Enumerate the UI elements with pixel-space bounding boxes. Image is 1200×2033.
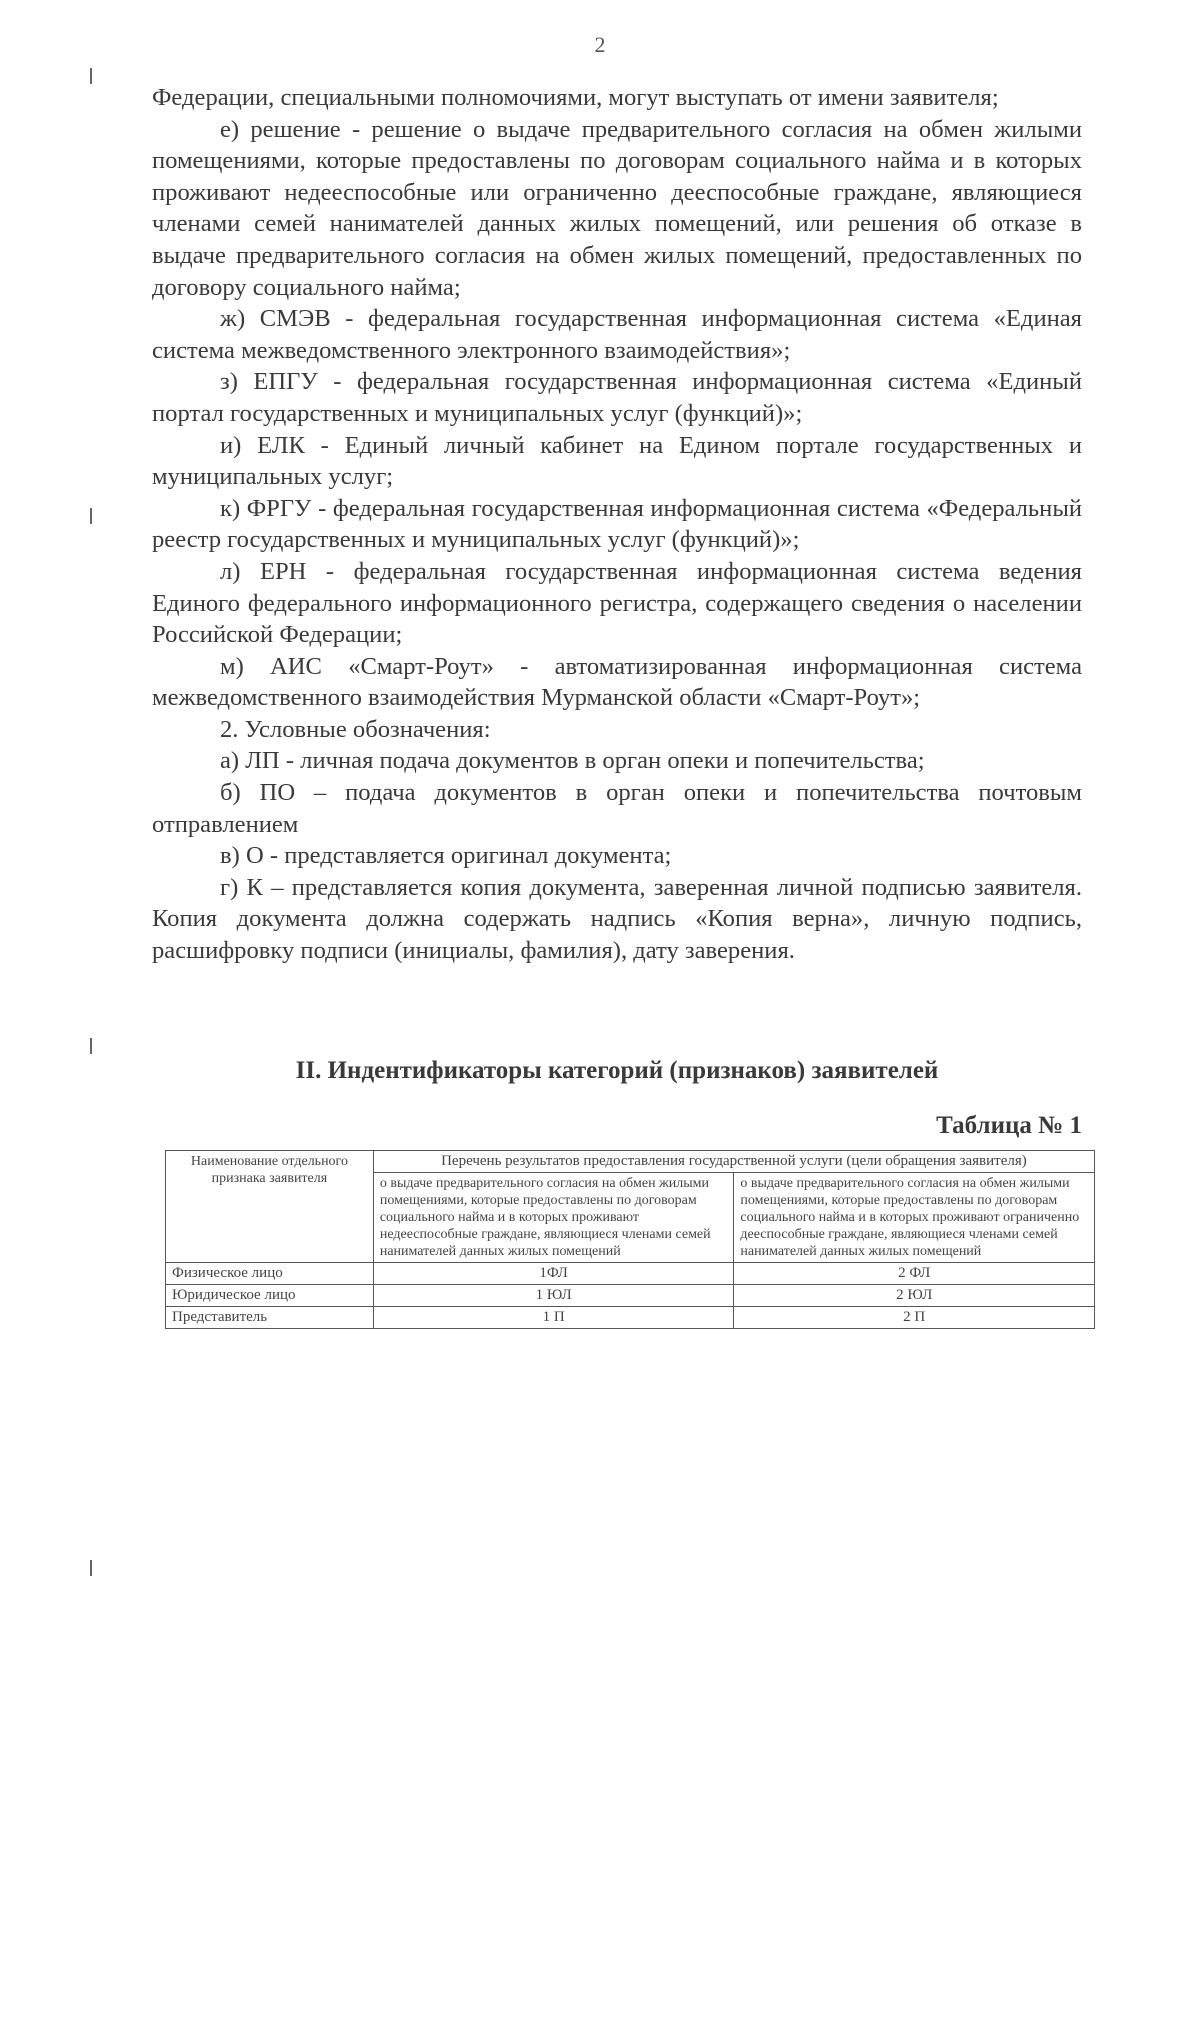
table-caption: Таблица № 1 [936,1112,1082,1139]
code-cell: 2 ФЛ [734,1263,1095,1285]
paragraph: а) ЛП - личная подача документов в орган опеки и попечительства; [220,747,925,775]
paragraph: 2. Условные обозначения: [220,715,491,743]
row-label: Представитель [166,1307,374,1329]
row-label: Юридическое лицо [166,1285,374,1307]
table-row [166,1285,1095,1307]
margin-mark [90,68,92,84]
paragraph: б) ПО – подача документов в орган опеки и попечительства почтовым отправлением [152,779,1082,838]
paragraph: Федерации, специальными полномочиями, могут выступать от имени заявителя; [152,84,999,111]
result-header-1: о выдаче предварительного согласия на обмен жилыми помещениями, которые предоставлены по договорам социального найма и в которых проживают недееспособные граждане, являющиеся членами семей нанимателей данных жилых помещений [373,1173,734,1263]
code-cell: 2 ЮЛ [734,1285,1095,1307]
paragraph: к) ФРГУ - федеральная государственная информационная система «Федеральный реестр государственных и муниципальных услуг (функций)»; [152,494,1082,554]
margin-mark [90,1560,92,1576]
margin-mark [90,508,92,524]
code-cell: 1ФЛ [373,1263,734,1285]
code-cell: 1 ЮЛ [373,1285,734,1307]
paragraph: м) АИС «Смарт-Роут» - автоматизированная информационная система межведомственного взаимодействия Мурманской области «Смарт-Роут»; [152,652,1082,712]
table-header-row [166,1151,1095,1173]
code-cell: 1 П [373,1307,734,1329]
col-name-header: Наименование отдельного признака заявителя [166,1151,374,1263]
section-heading: II. Индентификаторы категорий (признаков) заявителей [295,1057,939,1084]
paragraph: ж) СМЭВ - федеральная государственная информационная система «Единая система межведомственного электронного взаимодействия»; [152,305,1082,364]
result-header-2: о выдаче предварительного согласия на обмен жилыми помещениями, которые предоставлены по договорам социального найма и в которых проживают ограниченно дееспособные граждане, являющиеся членами семей нанимателей данных жилых помещений [734,1173,1095,1263]
paragraph: з) ЕПГУ - федеральная государственная информационная система «Единый портал государственных и муниципальных услуг (функций)»; [152,368,1082,427]
paragraph: в) О - представляется оригинал документа; [220,842,672,870]
paragraph: е) решение - решение о выдаче предварительного согласия на обмен жилыми помещениями, которые предоставлены по договорам социального найма и в которых проживают недееспособные или ограниченно дееспособные граждане, являющиеся членами семей нанимателей данных жилых помещений, или решения об отказе в выдаче предварительного согласия на обмен жилых помещений, предоставленных по договору социального найма; [152,115,1082,301]
body-text [152,82,1082,967]
code-cell: 2 П [734,1307,1095,1329]
margin-mark [90,1038,92,1054]
paragraph: г) К – представляется копия документа, заверенная личной подписью заявителя. Копия документа должна содержать надпись «Копия верна», личную подпись, расшифровку подписи (инициалы, фамилия), дату заверения. [152,873,1082,965]
paragraph: и) ЕЛК - Единый личный кабинет на Едином портале государственных и муниципальных услуг; [152,431,1082,491]
paragraph: л) ЕРН - федеральная государственная информационная система ведения Единого федерального информационного регистра, содержащего сведения о населении Российской Федерации; [152,557,1082,649]
page-number: 2 [594,32,606,57]
table-row [166,1263,1095,1285]
table-row [166,1307,1095,1329]
identifiers-table [165,1150,1095,1329]
results-header: Перечень результатов предоставления государственной услуги (цели обращения заявителя) [373,1151,1094,1173]
row-label: Физическое лицо [166,1263,374,1285]
